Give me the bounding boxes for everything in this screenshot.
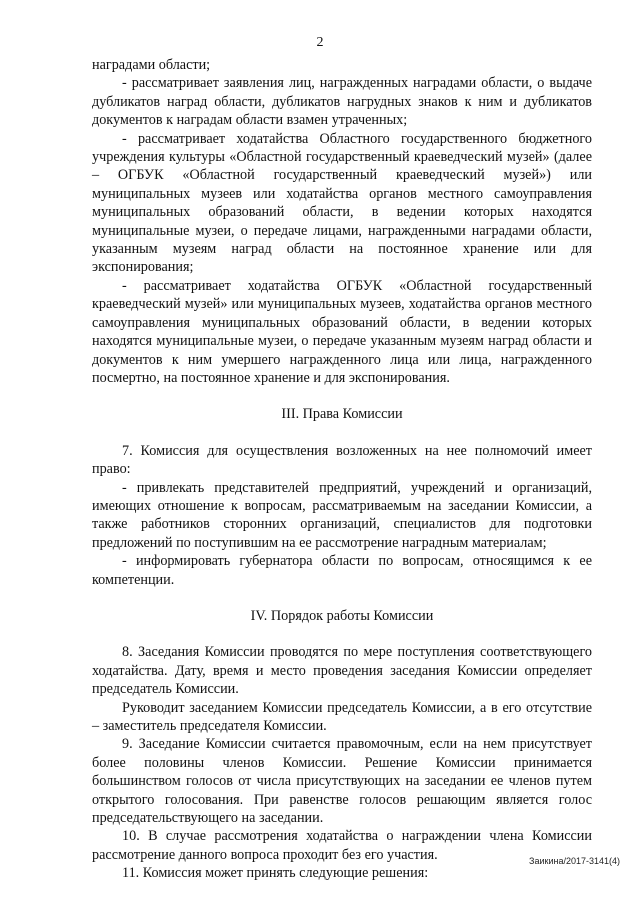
document-body: [92, 56, 592, 883]
document-code: Заикина/2017-3141(4): [529, 856, 620, 866]
paragraph: Руководит заседанием Комиссии председатель Комиссии, а в его отсутствие – заместитель председателя Комиссии.: [92, 699, 592, 734]
paragraph: 8. Заседания Комиссии проводятся по мере поступления соответствующего ходатайства. Дату, время и место проведения заседания Комиссии определяет председатель Комиссии.: [92, 644, 592, 698]
paragraph: 10. В случае рассмотрения ходатайства о награждении члена Комиссии рассмотрение данного вопроса проходит без его участия.: [92, 828, 592, 863]
paragraph: - информировать губернатора области по вопросам, относящимся к ее компетенции.: [92, 553, 592, 588]
section-heading: III. Права Комиссии: [281, 406, 403, 423]
paragraph: - рассматривает ходатайства ОГБУК «Областной государственный краеведческий музей» или муниципальных музеев, ходатайства органов местного самоуправления муниципальных образований области, в ведении которых находятся муниципальные музеи, о передаче указанным музеям наград области и документов к ним умершего награжденного лица или лица, награжденного посмертно, на постоянное хранение и для экспонирования.: [92, 277, 592, 386]
paragraph: наградами области;: [92, 57, 211, 73]
paragraph: 9. Заседание Комиссии считается правомочным, если на нем присутствует более половины членов Комиссии. Решение Комиссии принимается большинством голосов от числа присутствующих на заседании ее членов путем открытого голосования. При равенстве голосов решающим является голос председательствующего на заседании.: [92, 736, 592, 827]
section-heading: IV. Порядок работы Комиссии: [250, 607, 434, 624]
page-number: 2: [316, 35, 324, 50]
paragraph: - привлекать представителей предприятий, учреждений и организаций, имеющих отношение к вопросам, рассматриваемым на заседании Комиссии, а также работников сторонних организаций, специалистов для подготовки предложений по поступившим на ее рассмотрение наградным материалам;: [92, 479, 592, 551]
paragraph: - рассматривает ходатайства Областного государственного бюджетного учреждения культуры «Областной государственный краеведческий музей» (далее – ОГБУК «Областной государственный краеведческий музей») или муниципальных музеев или ходатайства органов местного самоуправления муниципальных образований области, в ведении которых находятся муниципальные музеи, о передаче лицами, награжденными наградами области, указанным музеям наград области на постоянное хранение или для экспонирования;: [92, 130, 592, 276]
paragraph: 7. Комиссия для осуществления возложенных на нее полномочий имеет право:: [92, 442, 592, 478]
paragraph: - рассматривает заявления лиц, награжденных наградами области, о выдаче дубликатов наград области, дубликатов нагрудных знаков к ним и дубликатов документов к наградам области взамен утраченных;: [92, 75, 592, 129]
paragraph: 11. Комиссия может принять следующие решения:: [122, 865, 429, 882]
